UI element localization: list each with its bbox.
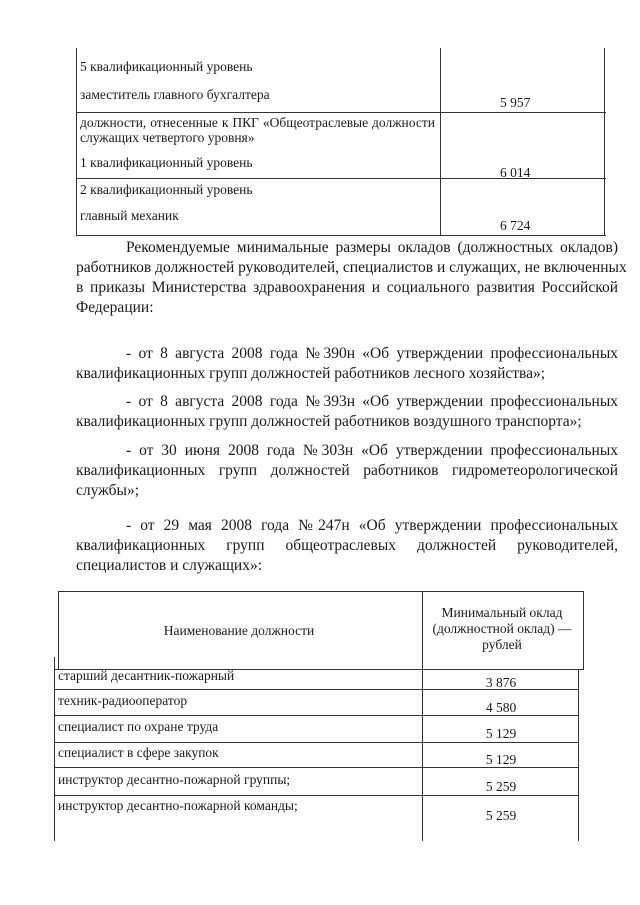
position-name: заместитель главного бухгалтера bbox=[80, 87, 270, 102]
salary-value: 6 014 bbox=[500, 165, 531, 180]
table-row-salary: 5 259 bbox=[485, 779, 517, 794]
table-border-left bbox=[76, 48, 77, 236]
table-border-left bbox=[54, 657, 55, 841]
list-item-line: квалификационных групп общеотраслевых должностей руководителей, bbox=[76, 537, 618, 554]
table-border-right bbox=[578, 669, 579, 841]
position-name: главный механик bbox=[80, 208, 179, 223]
minimum-salary-table bbox=[54, 591, 584, 841]
paragraph-line: Рекомендуемые минимальные размеры окладов (должностных окладов) bbox=[126, 239, 618, 256]
salary-value: 6 724 bbox=[500, 218, 531, 233]
table-row-name: специалист по охране труда bbox=[58, 719, 219, 734]
table-row-salary: 5 129 bbox=[485, 726, 517, 741]
table-border-right bbox=[583, 591, 584, 669]
qualification-level: 5 квалификационный уровень bbox=[80, 59, 253, 74]
paragraph-line: работников должностей руководителей, специалистов и служащих, не включенных bbox=[76, 259, 627, 276]
column-header-position: Наименование должности bbox=[163, 623, 315, 638]
intro-paragraph bbox=[76, 238, 627, 318]
table-row-divider bbox=[76, 235, 606, 236]
table-row-divider bbox=[54, 742, 579, 743]
table-row-salary: 5 259 bbox=[485, 808, 517, 823]
table-row-name: инструктор десантно-пожарной команды; bbox=[58, 798, 298, 813]
paragraph-line: в приказы Министерства здравоохранения и социального развития Российской bbox=[76, 279, 618, 296]
group-description: должности, отнесенные к ПКГ «Общеотраслевые должности служащих четвертого уровня» bbox=[80, 115, 435, 145]
order-list-item bbox=[76, 344, 618, 384]
list-item-line: - от 8 августа 2008 года №393н «Об утверждении профессиональных bbox=[126, 393, 618, 410]
list-item-line: квалификационных групп должностей работников гидрометеорологической bbox=[76, 462, 618, 479]
list-item-line: - от 8 августа 2008 года №390н «Об утверждении профессиональных bbox=[126, 345, 618, 362]
table-row-salary: 5 129 bbox=[485, 752, 517, 767]
table-row-name: старший десантник-пожарный bbox=[58, 668, 235, 683]
table-border-right bbox=[604, 48, 605, 236]
table-row-salary: 3 876 bbox=[485, 675, 517, 690]
table-row-divider bbox=[54, 795, 579, 796]
table-row-divider bbox=[76, 112, 606, 113]
table-row-salary: 4 580 bbox=[485, 700, 517, 715]
order-list-item bbox=[76, 441, 618, 501]
qualification-level: 2 квалификационный уровень bbox=[80, 182, 253, 197]
paragraph-line: Федерации: bbox=[76, 299, 154, 316]
table-column-divider bbox=[440, 48, 441, 236]
table-row-name: инструктор десантно-пожарной группы; bbox=[58, 772, 291, 787]
order-list-item bbox=[76, 392, 618, 432]
list-item-line: службы»; bbox=[76, 482, 140, 499]
table-row-name: техник-радиооператор bbox=[58, 693, 188, 708]
table-border-top bbox=[58, 591, 584, 592]
list-item-line: - от 29 мая 2008 года №247н «Об утверждении профессиональных bbox=[126, 517, 618, 534]
order-list-item bbox=[76, 516, 618, 576]
list-item-line: - от 30 июня 2008 года №303н «Об утверждении профессиональных bbox=[126, 442, 618, 459]
list-item-line: специалистов и служащих»: bbox=[76, 557, 263, 574]
salary-value: 5 957 bbox=[500, 95, 531, 110]
list-item-line: квалификационных групп должностей работников лесного хозяйства»; bbox=[76, 365, 546, 382]
list-item-line: квалификационных групп должностей работников воздушного транспорта»; bbox=[76, 413, 582, 430]
qualification-level: 1 квалификационный уровень bbox=[80, 155, 253, 170]
table-row-name: специалист в сфере закупок bbox=[58, 745, 219, 760]
column-header-salary: Минимальный оклад (должностной оклад) — рублей bbox=[432, 605, 572, 652]
